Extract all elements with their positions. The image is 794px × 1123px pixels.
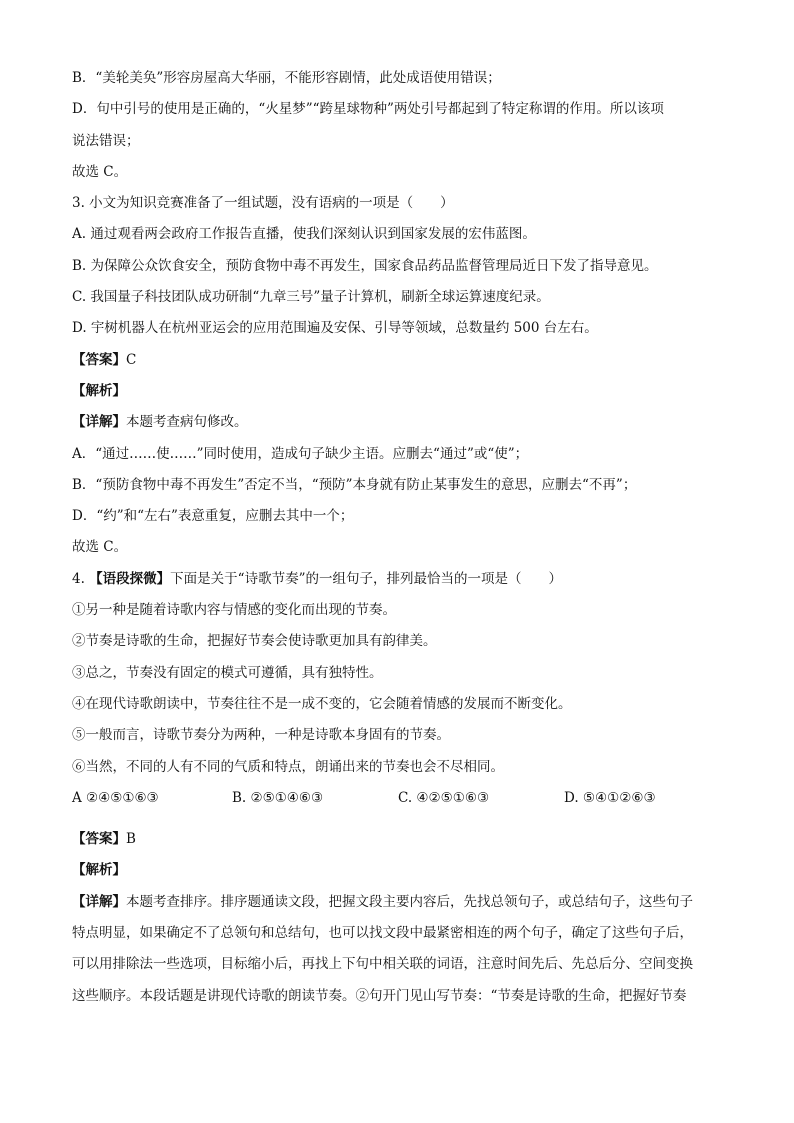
answer-label: 【答案】	[72, 831, 126, 848]
question-3-stem: 3. 小文为知识竞赛准备了一组试题，没有语病的一项是（ ）	[72, 195, 454, 212]
q4-detail-line: 这些顺序。本段话题是讲现代诗歌的朗读节奏。②句开门见山写节奏：“节奏是诗歌的生命，把握好节奏	[72, 987, 687, 1004]
answer-value: B	[126, 831, 136, 848]
q4-detail-line: 可以用排除法一些选项，目标缩小后，再找上下句中相关联的词语，注意时间先后、先总后分、空间变换	[72, 956, 693, 973]
q3-detail	[72, 407, 722, 438]
detail-label: 【详解】	[72, 893, 126, 910]
q4-options-row	[72, 783, 722, 814]
q3-option-c: C. 我国量子科技团队成功研制“九章三号”量子计算机，刷新全球运算速度纪录。	[72, 289, 550, 306]
q4-detail-line: 特点明显，如果确定不了总领句和总结句，也可以找文段中最紧密相连的两个句子，确定了这些句子后，	[72, 925, 693, 942]
q4-sentence: ②节奏是诗歌的生命，把握好节奏会使诗歌更加具有韵律美。	[72, 633, 437, 650]
q4-option-d: D. ⑤④①②⑥③	[564, 789, 656, 806]
q3-explain-line: D．“约”和“左右”表意重复，应删去其中一个；	[72, 508, 354, 525]
q4-tag: 【语段探微】	[89, 570, 171, 587]
document-page	[72, 63, 722, 1012]
q4-sentence: ⑤一般而言，诗歌节奏分为两种，一种是诗歌本身固有的节奏。	[72, 727, 450, 744]
q4-analysis-label	[72, 855, 722, 886]
spacer	[72, 814, 722, 824]
q4-answer	[72, 824, 722, 855]
q3-explain-line: B．“预防食物中毒不再发生”否定不当，“预防”本身就有防止某事发生的意思，应删去“不再”；	[72, 476, 637, 493]
q3-analysis-label	[72, 376, 722, 407]
q4-sentence: ⑥当然，不同的人有不同的气质和特点，朗诵出来的节奏也会不尽相同。	[72, 758, 504, 775]
detail-label: 【详解】	[72, 414, 126, 431]
text-line: D．句中引号的使用是正确的，“火星梦”“跨星球物种”两处引号都起到了特定称谓的作用。所以该项	[72, 101, 664, 118]
detail-text: 本题考查病句修改。	[126, 414, 248, 431]
q3-option-a: A. 通过观看两会政府工作报告直播，使我们深刻认识到国家发展的宏伟蓝图。	[72, 226, 536, 243]
q4-sentence: ①另一种是随着诗歌内容与情感的变化而出现的节奏。	[72, 602, 396, 619]
answer-label: 【答案】	[72, 351, 126, 368]
answer-value: C	[126, 351, 137, 368]
q4-stem-text: 下面是关于“诗歌节奏”的一组句子，排列最恰当的一项是（ ）	[170, 570, 562, 587]
q3-option-b: B. 为保障公众饮食安全，预防食物中毒不再发生，国家食品药品监督管理局近日下发了指导意见。	[72, 257, 658, 274]
q4-number: 4.	[72, 570, 90, 587]
q3-option-d: D. 宇树机器人在杭州亚运会的应用范围遍及安保、引导等领域，总数量约 500 台左右。	[72, 320, 598, 337]
analysis-label: 【解析】	[72, 382, 126, 399]
q4-option-a: A ②④⑤①⑥③	[72, 789, 159, 806]
text-line: B．“美轮美奂”形容房屋高大华丽，不能形容剧情，此处成语使用错误；	[72, 70, 501, 86]
q3-explain-line: 故选 C。	[72, 539, 128, 556]
q4-sentence: ③总之，节奏没有固定的模式可遵循，具有独特性。	[72, 664, 383, 681]
text-line: 说法错误；	[72, 132, 140, 149]
q3-answer	[72, 345, 722, 376]
analysis-label: 【解析】	[72, 862, 126, 879]
q3-explain-line: A．“通过……使……”同时使用，造成句子缺少主语。应删去“通过”或“使”；	[72, 445, 529, 462]
detail-text: 本题考查排序。排序题通读文段，把握文段主要内容后，先找总领句子，或总结句子，这些句子	[126, 893, 693, 910]
question-4-stem	[72, 564, 722, 595]
q4-sentence: ④在现代诗歌朗读中，节奏往往不是一成不变的，它会随着情感的发展而不断变化。	[72, 695, 572, 712]
q4-detail	[72, 887, 722, 918]
q4-option-b: B. ②⑤①④⑥③	[232, 789, 324, 806]
q4-option-c: C. ④②⑤①⑥③	[398, 789, 490, 806]
text-line: 故选 C。	[72, 163, 128, 180]
